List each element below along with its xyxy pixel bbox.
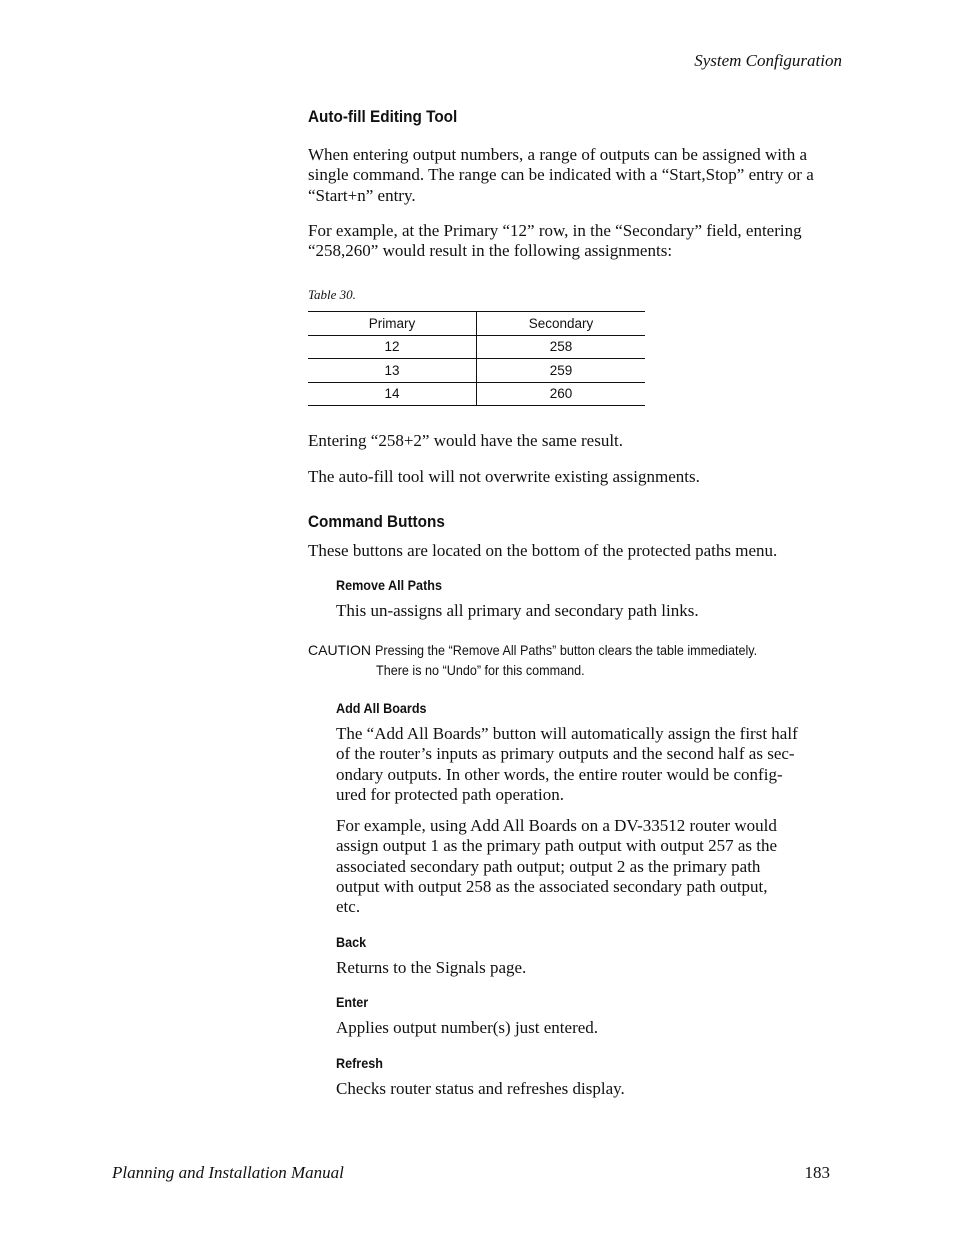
paragraph-text: Applies output number(s) just entered. — [336, 1018, 599, 1037]
paragraph-back — [336, 958, 842, 978]
table-cell: 260 — [477, 382, 646, 406]
paragraph-line: For example, using Add All Boards on a DV-33512 router would — [336, 816, 777, 835]
table-cell: 12 — [308, 335, 477, 359]
table-cell: 258 — [477, 335, 646, 359]
footer-title: Planning and Installation Manual — [112, 1163, 344, 1182]
paragraph-text: Returns to the Signals page. — [336, 958, 527, 977]
paragraph-enter — [336, 1018, 842, 1038]
paragraph-text: This un-assigns all primary and secondary path links. — [336, 601, 699, 620]
paragraph-same-result — [308, 431, 842, 451]
paragraph-text: These buttons are located on the bottom of the protected paths menu. — [308, 541, 778, 560]
column-header-secondary: Secondary — [477, 312, 646, 336]
paragraph-text: Entering “258+2” would have the same result. — [308, 431, 624, 450]
subheading-remove-all-paths: Remove All Paths — [336, 577, 442, 593]
subheading-back: Back — [336, 934, 367, 950]
paragraph-add-all-boards-1 — [336, 724, 842, 805]
table-cell: 14 — [308, 382, 477, 406]
paragraph-command-intro — [308, 541, 842, 561]
caution-text-line2: There is no “Undo” for this command. — [376, 662, 585, 678]
assignment-table — [308, 311, 645, 406]
section-heading-auto-fill: Auto-fill Editing Tool — [308, 107, 458, 126]
column-header-primary: Primary — [308, 312, 477, 336]
subheading-enter: Enter — [336, 994, 369, 1010]
page-number: 183 — [804, 1163, 830, 1182]
paragraph-remove-all-paths — [336, 601, 842, 621]
table-cell: 13 — [308, 359, 477, 383]
table-row — [308, 359, 645, 383]
caution-note — [308, 642, 848, 678]
table-cell: 259 — [477, 359, 646, 383]
paragraph-line: ondary outputs. In other words, the entire router would be config- — [336, 764, 783, 784]
paragraph-line: associated secondary path output; output 2 as the primary path — [336, 856, 761, 876]
paragraph-line: of the router’s inputs as primary outputs and the second half as sec- — [336, 744, 795, 764]
paragraph-line: output with output 258 as the associated secondary path output, — [336, 876, 768, 896]
paragraph-text: When entering output numbers, a range of outputs can be assigned with a single command. The range can be indicated with a “Start,Stop” entry or a “Start+n” entry. — [308, 145, 814, 205]
table-row — [308, 335, 645, 359]
table-caption: Table 30. — [308, 287, 356, 302]
caution-text-line1: Pressing the “Remove All Paths” button clears the table immediately. — [375, 642, 758, 658]
paragraph-add-all-boards-2 — [336, 816, 842, 917]
paragraph-line: The “Add All Boards” button will automatically assign the first half — [336, 724, 798, 743]
subheading-add-all-boards: Add All Boards — [336, 700, 427, 716]
paragraph-line: ured for protected path operation. — [336, 784, 564, 804]
section-heading-command-buttons: Command Buttons — [308, 512, 445, 531]
paragraph-intro — [308, 145, 842, 206]
paragraph-text: Checks router status and refreshes display. — [336, 1079, 625, 1098]
caution-label: CAUTION — [308, 642, 371, 658]
paragraph-no-overwrite — [308, 467, 842, 487]
subheading-refresh: Refresh — [336, 1055, 383, 1071]
table-row — [308, 382, 645, 406]
paragraph-refresh — [336, 1079, 842, 1099]
table-header-row — [308, 312, 645, 336]
paragraph-line: assign output 1 as the primary path output with output 257 as the — [336, 836, 778, 856]
paragraph-text: The auto-fill tool will not overwrite existing assignments. — [308, 467, 700, 486]
paragraph-line: etc. — [336, 897, 361, 917]
running-head: System Configuration — [694, 51, 842, 70]
paragraph-text: For example, at the Primary “12” row, in the “Secondary” field, entering “258,260” would result in the following assignments: — [308, 221, 802, 261]
paragraph-example — [308, 221, 842, 262]
